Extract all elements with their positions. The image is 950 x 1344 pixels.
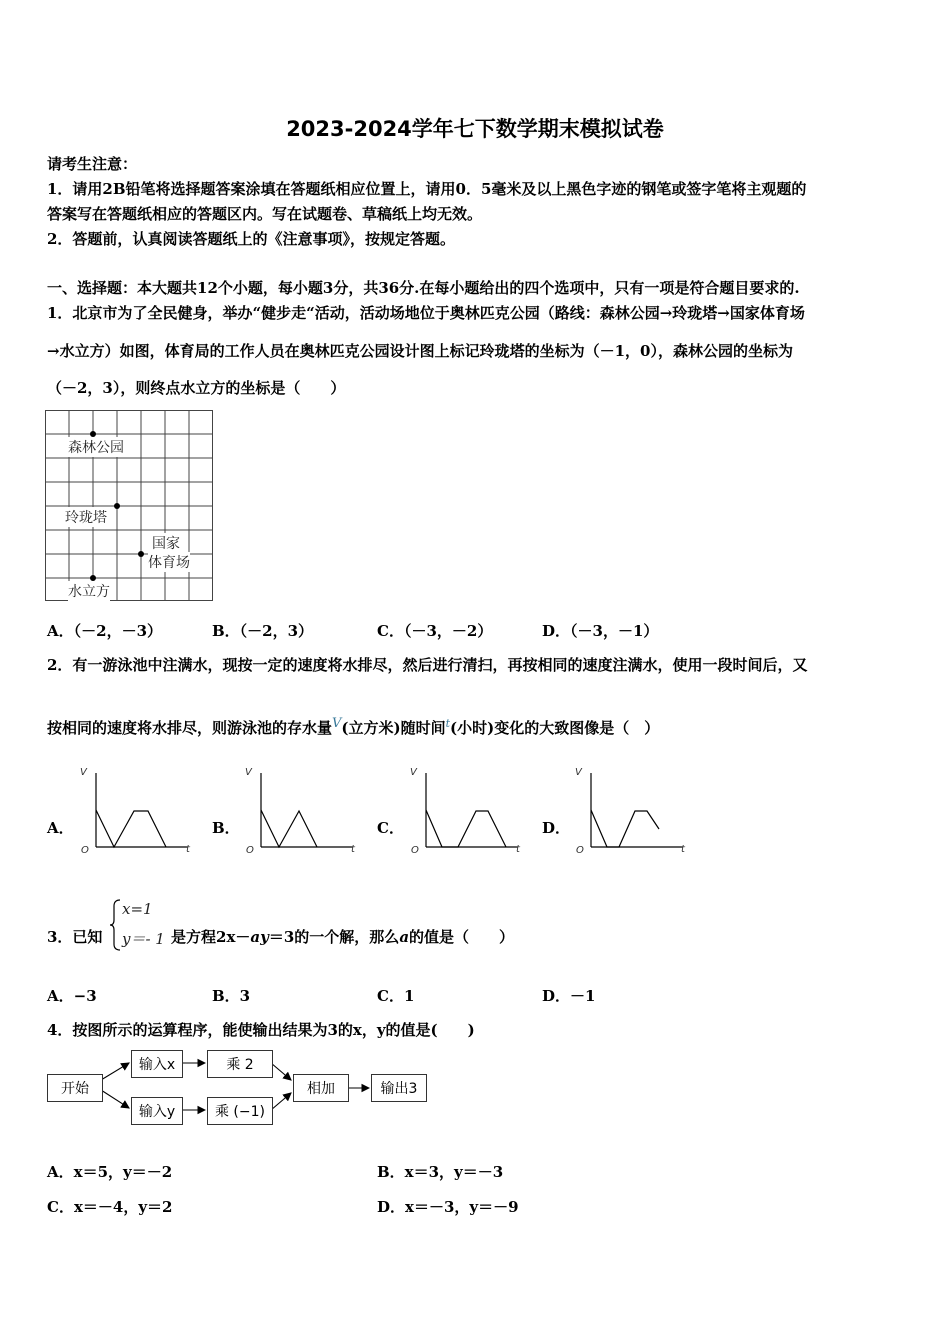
flow-input-y-box: 输入y bbox=[131, 1097, 183, 1125]
q4-option-b[interactable]: B．x＝3，y＝－3 bbox=[377, 1163, 504, 1181]
q2-graph-b-axis-t: t bbox=[351, 844, 355, 855]
q3-text bbox=[171, 926, 514, 947]
q1-option-d[interactable]: D．（－3，－1） bbox=[542, 622, 659, 640]
q2-option-c[interactable]: C． bbox=[377, 819, 404, 837]
q4-question: 4．按图所示的运算程序，能使输出结果为3的x，y的值是( ) bbox=[47, 1021, 475, 1039]
q2-line-1: 2．有一游泳池中注满水，现按一定的速度将水排尽，然后进行清扫，再按相同的速度注满水，使用一段时间后，又 bbox=[47, 656, 808, 674]
q2-graph-a[interactable] bbox=[78, 765, 193, 860]
q3-equation-d: ＝3 bbox=[268, 928, 295, 946]
q3-text-b: 的一个解，那么 bbox=[294, 928, 400, 946]
q2-line-2 bbox=[47, 717, 659, 738]
flow-input-x-box: 输入x bbox=[131, 1050, 183, 1078]
q3-option-b[interactable]: B．3 bbox=[212, 987, 251, 1005]
linglong-tower-label: 玲珑塔 bbox=[65, 507, 107, 527]
q2-graph-b-axis-v: V bbox=[245, 767, 252, 778]
page-title: 2023-2024学年七下数学期末模拟试卷 bbox=[286, 117, 664, 141]
stadium-label-line-1: 国家 bbox=[152, 533, 180, 553]
q4-option-a[interactable]: A．x＝5，y＝－2 bbox=[47, 1163, 173, 1181]
q2-line-2-part-c: (小时)变化的大致图像是（ ） bbox=[450, 719, 660, 737]
q2-graph-d-axis-t: t bbox=[681, 844, 685, 855]
q3-equation-c: ay bbox=[250, 928, 269, 946]
linglong-tower-point bbox=[114, 503, 120, 509]
q4-flowchart bbox=[45, 1048, 435, 1128]
q1-line-3: （－2，3），则终点水立方的坐标是（ ） bbox=[47, 379, 346, 397]
notice-item-1-line-2: 答案写在答题纸相应的答题区内。写在试题卷、草稿纸上均无效。 bbox=[47, 205, 483, 223]
q1-option-b[interactable]: B．（－2，3） bbox=[212, 622, 314, 640]
notice-item-2: 2．答题前，认真阅读答题纸上的《注意事项》，按规定答题。 bbox=[47, 230, 455, 248]
stadium-point bbox=[138, 551, 144, 557]
flow-add-box: 相加 bbox=[293, 1074, 349, 1102]
q4-option-c[interactable]: C．x＝－4，y＝2 bbox=[47, 1198, 173, 1216]
q2-graph-a-origin: O bbox=[81, 845, 89, 856]
q2-graph-b-origin: O bbox=[246, 845, 254, 856]
q2-graph-c[interactable] bbox=[408, 765, 523, 860]
q3-var-a: a bbox=[399, 928, 410, 946]
q3-eq-1: x=1 bbox=[122, 900, 153, 918]
q1-line-2: →水立方）如图，体育局的工作人员在奥林匹克公园设计图上标记玲珑塔的坐标为（－1，0），森林公园的坐标为 bbox=[47, 342, 793, 360]
q1-park-map bbox=[45, 410, 213, 602]
q3-equation-system bbox=[108, 898, 168, 952]
q2-var-t: t bbox=[445, 717, 451, 730]
stadium-label-line-2: 体育场 bbox=[148, 552, 190, 572]
section-1-heading: 一、选择题：本大题共12个小题，每小题3分，共36分.在每小题给出的四个选项中，只有一项是符合题目要求的. bbox=[47, 279, 800, 297]
q1-line-1: 1．北京市为了全民健身，举办“健步走“活动，活动场地位于奥林匹克公园（路线：森林公园→玲珑塔→国家体育场 bbox=[47, 304, 805, 322]
q3-option-d[interactable]: D．－1 bbox=[542, 987, 596, 1005]
flow-multiply-2-box: 乘 2 bbox=[207, 1050, 273, 1078]
q2-graph-c-axis-v: V bbox=[410, 767, 417, 778]
q2-graph-d-origin: O bbox=[576, 845, 584, 856]
q3-eq-2: y＝- 1 bbox=[122, 930, 165, 948]
q2-option-d[interactable]: D． bbox=[542, 819, 571, 837]
q2-line-2-part-b: (立方米)随时间 bbox=[341, 719, 446, 737]
q3-option-c[interactable]: C．1 bbox=[377, 987, 415, 1005]
q2-graph-d[interactable] bbox=[573, 765, 688, 860]
q2-option-b[interactable]: B． bbox=[212, 819, 240, 837]
notice-item-1-line-1: 1．请用2B铅笔将选择题答案涂填在答题纸相应位置上，请用0．5毫米及以上黑色字迹的钢笔或签字笔将主观题的 bbox=[47, 180, 807, 198]
q2-graph-b[interactable] bbox=[243, 765, 358, 860]
q4-option-d[interactable]: D．x＝－3，y＝－9 bbox=[377, 1198, 519, 1216]
q3-equation-b: － bbox=[235, 928, 251, 946]
brace-icon bbox=[108, 898, 122, 952]
q3-text-c: 的值是（ ） bbox=[409, 928, 515, 946]
flow-output-box: 输出3 bbox=[371, 1074, 427, 1102]
water-cube-label: 水立方 bbox=[68, 581, 110, 601]
q2-graph-a-axis-t: t bbox=[186, 844, 190, 855]
q2-line-2-part-a: 按相同的速度将水排尽，则游泳池的存水量 bbox=[47, 719, 333, 737]
q2-graph-c-axis-t: t bbox=[516, 844, 520, 855]
q1-option-a[interactable]: A．（－2，－3） bbox=[47, 622, 163, 640]
flow-multiply-neg1-box: 乘 (−1) bbox=[207, 1097, 273, 1125]
q3-equation-a: 2x bbox=[216, 928, 236, 946]
q1-option-c[interactable]: C．（－3，－2） bbox=[377, 622, 493, 640]
q2-var-v: V bbox=[332, 716, 342, 731]
q3-prefix: 3．已知 bbox=[47, 928, 103, 946]
q3-option-a[interactable]: A．−3 bbox=[47, 987, 97, 1005]
q2-graph-d-axis-v: V bbox=[575, 767, 582, 778]
q2-option-a[interactable]: A． bbox=[47, 819, 74, 837]
q2-graph-a-axis-v: V bbox=[80, 767, 87, 778]
flow-start-box: 开始 bbox=[47, 1074, 103, 1102]
q3-text-a: 是方程 bbox=[171, 928, 217, 946]
q2-graph-c-origin: O bbox=[411, 845, 419, 856]
notice-heading: 请考生注意： bbox=[47, 155, 138, 173]
forest-park-label: 森林公园 bbox=[68, 437, 124, 457]
